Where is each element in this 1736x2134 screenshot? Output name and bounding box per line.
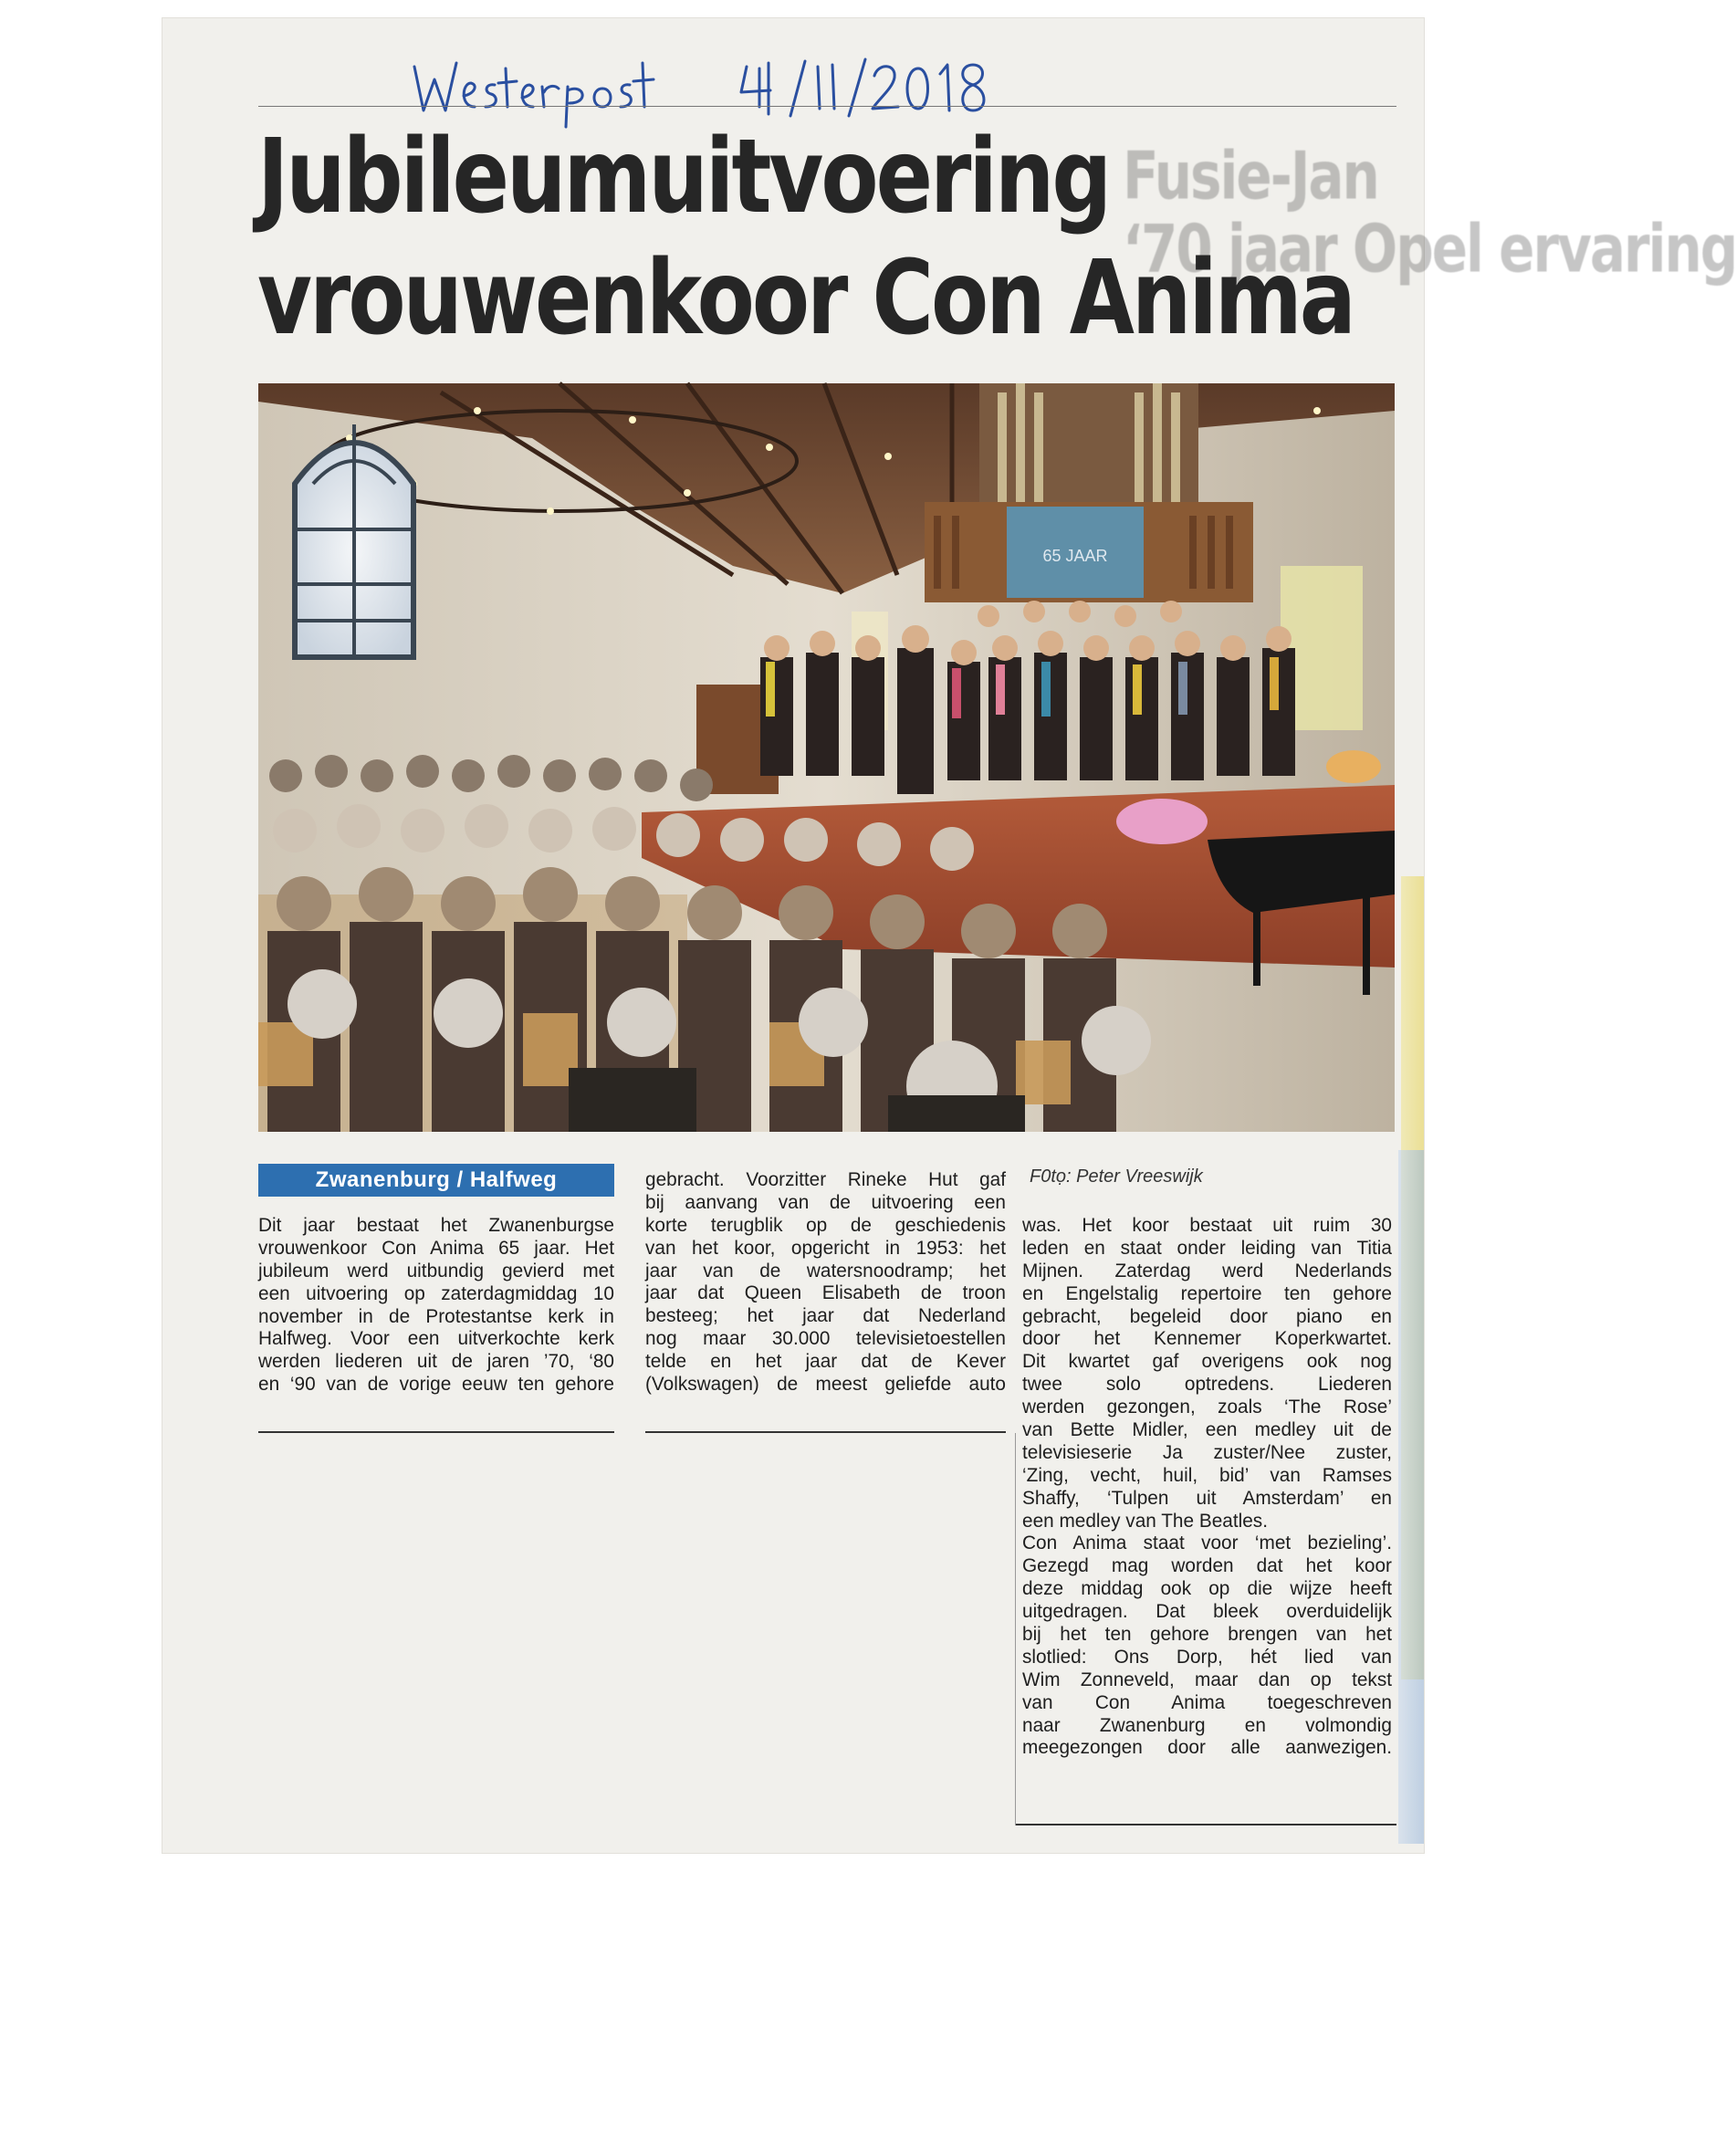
col3-line: televisieserie Ja zuster/Nee zuster,	[1022, 1441, 1392, 1463]
top-rule	[258, 106, 1396, 107]
col2-line: korte terugblik op de geschiedenis	[645, 1214, 1006, 1236]
col3-line: meegezongen door alle aanwezigen.	[1022, 1737, 1392, 1759]
photo-illustration	[258, 383, 1395, 1132]
col1-line: een uitvoering op zaterdagmiddag 10	[258, 1282, 614, 1304]
col2-line: bij aanvang van de uitvoering een	[645, 1191, 1006, 1213]
col3-line: naar Zwanenburg en volmondig	[1022, 1714, 1392, 1736]
col3-line: Gezegd mag worden dat het koor	[1022, 1555, 1392, 1577]
col2-line: jaar van de watersnoodramp; het	[645, 1260, 1006, 1281]
col3-line: was. Het koor bestaat uit ruim 30	[1022, 1215, 1392, 1236]
col3-line: werden gezongen, zoals ‘The Rose’	[1022, 1397, 1392, 1418]
col3-line: leden en staat onder leiding van Titia	[1022, 1237, 1392, 1259]
col3-line: door het Kennemer Koperkwartet.	[1022, 1328, 1392, 1350]
headline-line-2: vrouwenkoor Con Anima	[257, 238, 1354, 358]
col3-line: ‘Zing, vecht, huil, bid’ van Ramses	[1022, 1464, 1392, 1486]
col2-line: jaar dat Queen Elisabeth de troon	[645, 1282, 1006, 1304]
col3-line: Wim Zonneveld, maar dan op tekst	[1022, 1668, 1392, 1690]
article-column-1	[258, 1215, 614, 1397]
choir-concert-photo	[258, 383, 1395, 1132]
col1-line: werden liederen uit de jaren ’70, ‘80	[258, 1351, 614, 1373]
photo-credit: F0tọ: Peter Vreeswijk	[1030, 1166, 1203, 1187]
col3-line: deze middag ook op die wijze heeft	[1022, 1578, 1392, 1600]
col3-line: Dit kwartet gaf overigens ook nog	[1022, 1351, 1392, 1373]
col1-line: Halfweg. Voor een uitverkochte kerk	[258, 1328, 614, 1350]
col3-line: Shaffy, ‘Tulpen uit Amsterdam’ en	[1022, 1487, 1392, 1509]
article-column-2	[645, 1169, 1006, 1397]
col2-line: telde en het jaar dat de Kever	[645, 1351, 1006, 1373]
bleed-line-2: ‘70 jaar Opel ervaring	[1123, 210, 1736, 288]
col3-line: Mijnen. Zaterdag werd Nederlands	[1022, 1260, 1392, 1281]
col2-line: nog maar 30.000 televisietoestellen	[645, 1328, 1006, 1350]
col3-line: een medley van The Beatles.	[1022, 1510, 1268, 1532]
article-column-3	[1022, 1215, 1392, 1760]
headline-line-1: Jubileumuitvoering	[257, 117, 1110, 236]
col2-line: van het koor, opgericht in 1953: het	[645, 1237, 1006, 1259]
bleed-line-1: Fusie-Jan	[1123, 137, 1378, 214]
col3-line: gebracht, begeleid door piano en	[1022, 1305, 1392, 1327]
column-3-end-rule	[1015, 1824, 1396, 1825]
col2-line: gebracht. Voorzitter Rineke Hut gaf	[645, 1169, 1006, 1190]
col1-line: Dit jaar bestaat het Zwanenburgse	[258, 1215, 614, 1236]
column-divider	[1015, 1433, 1016, 1825]
location-badge: Zwanenburg / Halfweg	[258, 1164, 614, 1197]
col1-line: november in de Protestantse kerk in	[258, 1305, 614, 1327]
col3-line: en Engelstalig repertoire ten gehore	[1022, 1282, 1392, 1304]
col3-line: twee solo optredens. Liederen	[1022, 1374, 1392, 1396]
handwritten-note	[411, 50, 995, 123]
column-1-end-rule	[258, 1431, 614, 1433]
adjacent-ad-blue-edge	[1398, 1150, 1424, 1844]
col2-line: (Volkswagen) de meest geliefde auto	[645, 1374, 1006, 1396]
col3-line: van Bette Midler, een medley uit de	[1022, 1419, 1392, 1441]
col1-line: en ‘90 van de vorige eeuw ten gehore	[258, 1374, 614, 1396]
col3-line: van Con Anima toegeschreven	[1022, 1691, 1392, 1713]
col3-line: Con Anima staat voor ‘met bezieling’.	[1022, 1533, 1392, 1554]
col1-line: vrouwenkoor Con Anima 65 jaar. Het	[258, 1237, 614, 1259]
col1-line: jubileum werd uitbundig gevierd met	[258, 1260, 614, 1281]
banner-text: 65 JAAR	[1042, 547, 1108, 565]
col3-line: bij het ten gehore brengen van het	[1022, 1624, 1392, 1646]
col3-line: uitgedragen. Dat bleek overduidelijk	[1022, 1601, 1392, 1623]
col2-line: besteeg; het jaar dat Nederland	[645, 1305, 1006, 1327]
column-2-end-rule	[645, 1431, 1006, 1433]
col3-line: slotlied: Ons Dorp, hét lied van	[1022, 1646, 1392, 1668]
